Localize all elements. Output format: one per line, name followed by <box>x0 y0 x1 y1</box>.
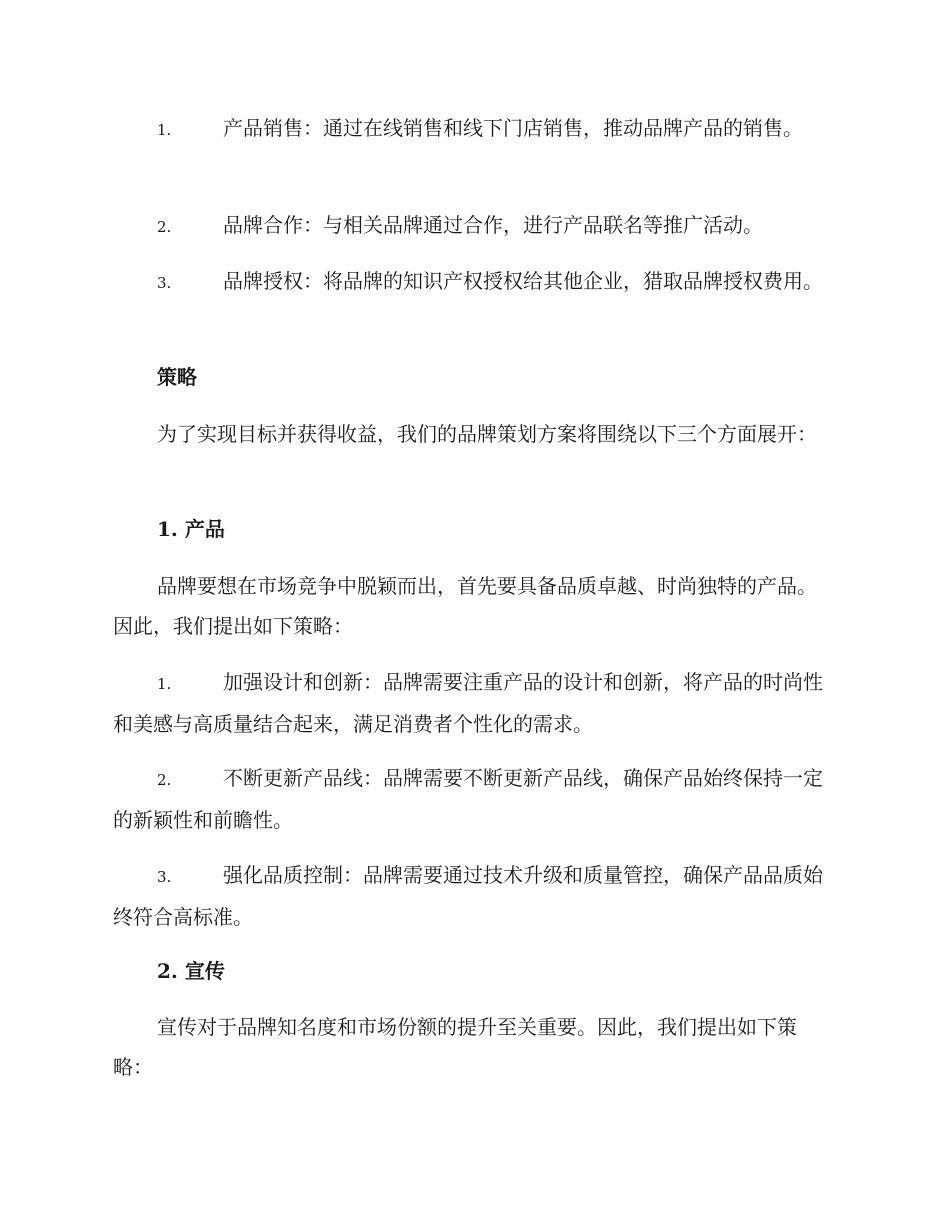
list-number: 2. <box>157 218 172 236</box>
list-item-cooperation <box>113 205 833 247</box>
section-heading-strategy: 策略 <box>157 365 197 389</box>
list-number: 3. <box>157 274 172 292</box>
list-item-quality <box>113 855 833 937</box>
list-number: 3. <box>157 868 172 886</box>
list-number: 2. <box>157 771 172 789</box>
list-number: 1. <box>157 121 172 139</box>
list-text: 加强设计和创新：品牌需要注重产品的设计和创新，将产品的时尚性和美感与高质量结合起来，满足消费者个性化的需求。 <box>113 670 823 736</box>
list-text: 品牌合作：与相关品牌通过合作，进行产品联名等推广活动。 <box>223 213 763 237</box>
list-item-licensing <box>113 261 833 303</box>
list-text: 不断更新产品线：品牌需要不断更新产品线，确保产品始终保持一定的新颖性和前瞻性。 <box>113 766 823 832</box>
list-item-sales <box>113 108 833 150</box>
list-number: 1. <box>157 675 172 693</box>
list-text: 品牌授权：将品牌的知识产权授权给其他企业，猎取品牌授权费用。 <box>223 269 823 293</box>
list-item-design <box>113 662 833 744</box>
paragraph-promotion-intro: 宣传对于品牌知名度和市场份额的提升至关重要。因此，我们提出如下策略： <box>113 1015 797 1079</box>
paragraph-product-intro: 品牌要想在市场竞争中脱颖而出，首先要具备品质卓越、时尚独特的产品。因此，我们提出如下策略： <box>113 574 817 638</box>
list-item-product-line <box>113 758 833 840</box>
list-text: 产品销售：通过在线销售和线下门店销售，推动品牌产品的销售。 <box>223 116 803 140</box>
section-heading-promotion: 2. 宣传 <box>157 959 225 983</box>
list-text: 强化品质控制：品牌需要通过技术升级和质量管控，确保产品品质始终符合高标准。 <box>113 863 823 929</box>
section-heading-product: 1. 产品 <box>157 517 225 541</box>
paragraph-strategy-intro: 为了实现目标并获得收益，我们的品牌策划方案将围绕以下三个方面展开： <box>157 422 817 446</box>
